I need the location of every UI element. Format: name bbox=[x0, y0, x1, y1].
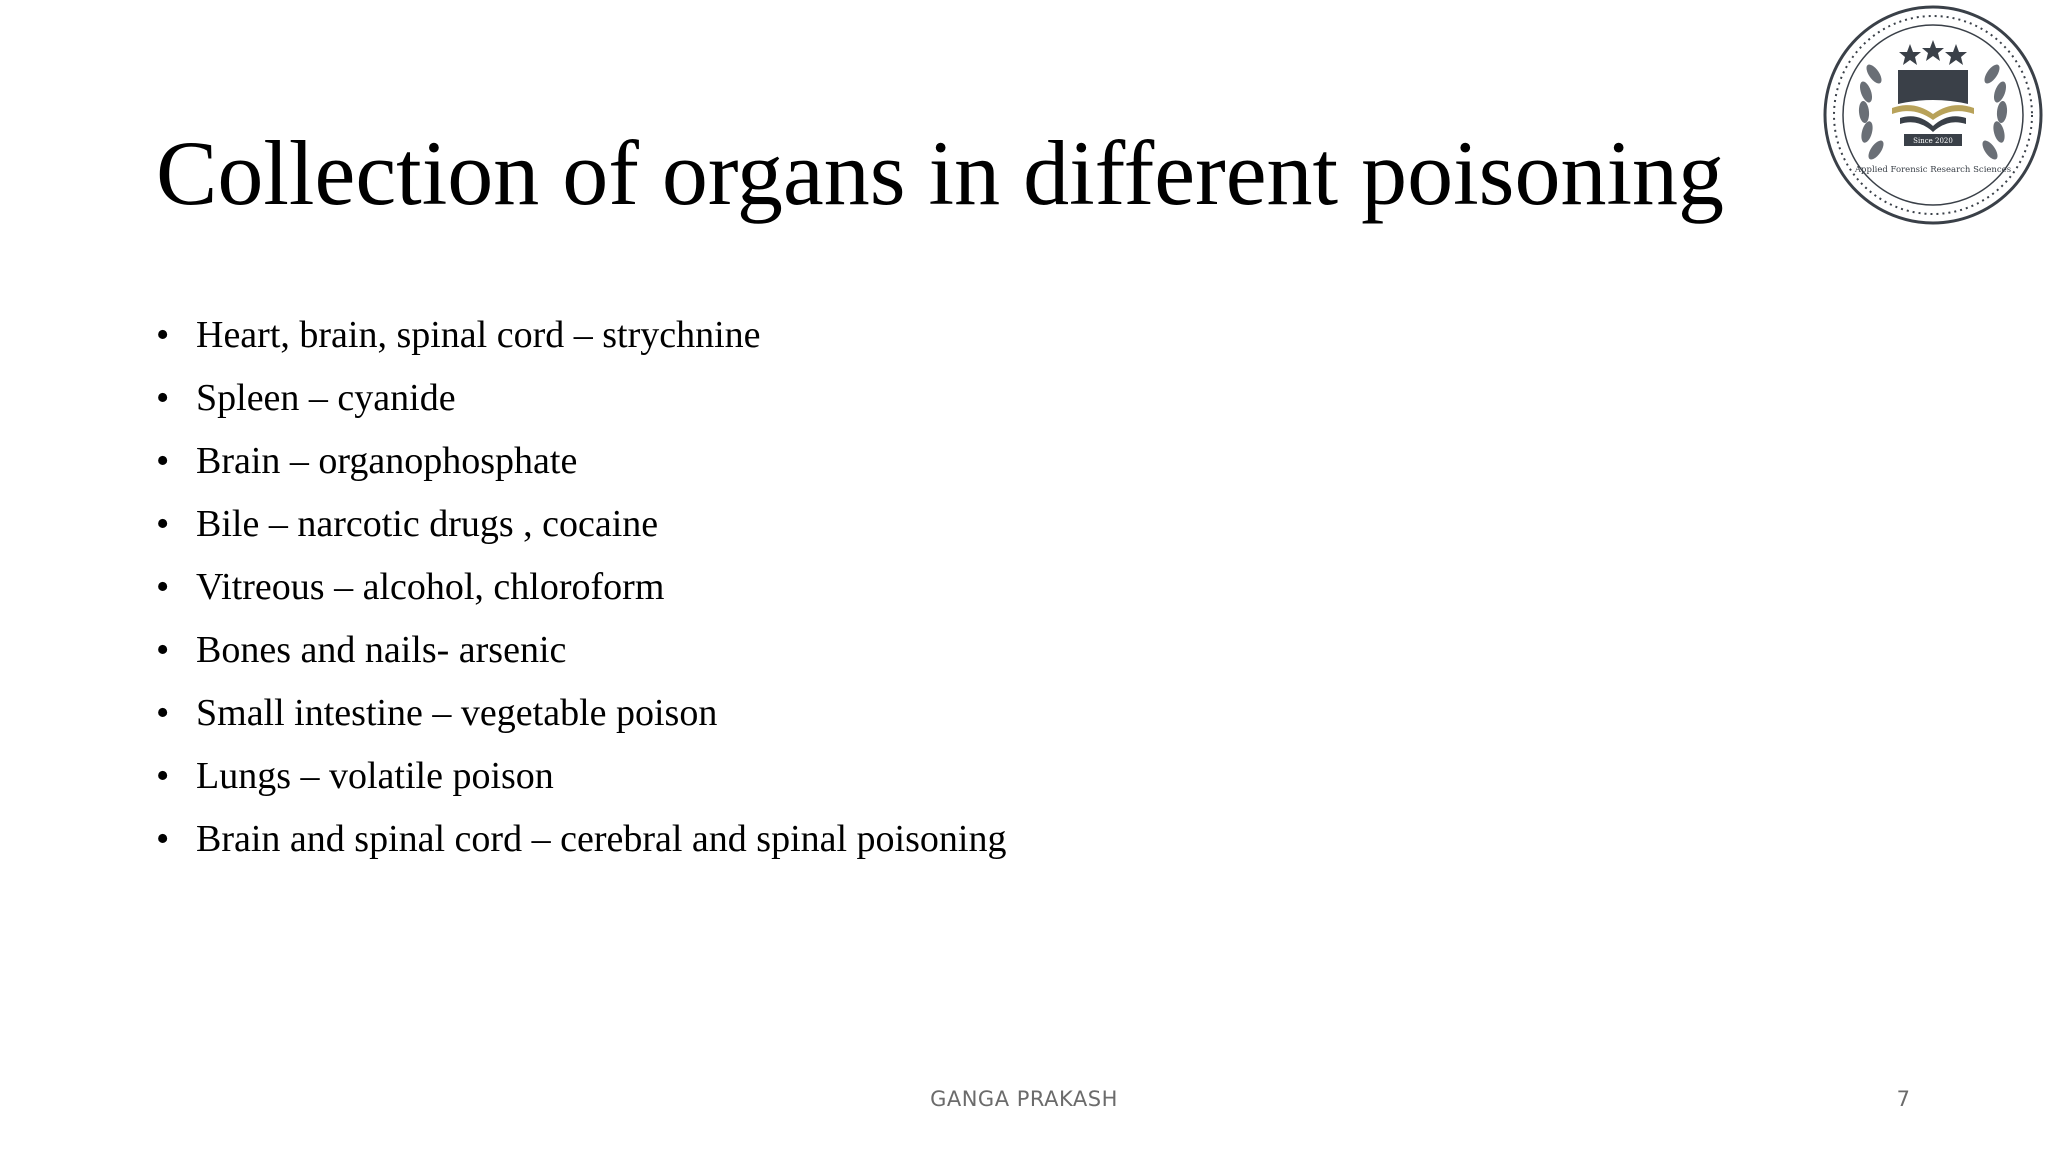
slide-title: Collection of organs in different poisoning bbox=[156, 122, 1725, 224]
page-number: 7 bbox=[1896, 1087, 1910, 1111]
list-item bbox=[156, 497, 1006, 560]
logo-org-text: Applied Forensic Research Sciences bbox=[1854, 165, 2012, 175]
logo-seal-icon bbox=[1822, 4, 2044, 226]
footer-author: GANGA PRAKASH bbox=[930, 1087, 1118, 1111]
list-item-text: Bile – narcotic drugs , cocaine bbox=[196, 503, 659, 545]
list-item bbox=[156, 623, 1006, 686]
bullet-symbol: • bbox=[156, 755, 170, 797]
list-item bbox=[156, 686, 1006, 749]
list-item-text: Brain and spinal cord – cerebral and spinal poisoning bbox=[196, 818, 1007, 860]
list-item bbox=[156, 749, 1006, 812]
list-item-text: Brain – organophosphate bbox=[196, 440, 578, 482]
bullet-symbol: • bbox=[156, 314, 170, 356]
list-item-text: Bones and nails- arsenic bbox=[196, 629, 567, 671]
list-item bbox=[156, 434, 1006, 497]
list-item-text: Heart, brain, spinal cord – strychnine bbox=[196, 314, 761, 356]
list-item bbox=[156, 560, 1006, 623]
list-item bbox=[156, 812, 1006, 875]
list-item bbox=[156, 308, 1006, 371]
bullet-list bbox=[156, 308, 1006, 875]
logo-since-text: Since 2020 bbox=[1913, 137, 1953, 145]
list-item bbox=[156, 371, 1006, 434]
bullet-symbol: • bbox=[156, 692, 170, 734]
bullet-symbol: • bbox=[156, 818, 170, 860]
list-item-text: Spleen – cyanide bbox=[196, 377, 456, 419]
list-item-text: Lungs – volatile poison bbox=[196, 755, 554, 797]
bullet-symbol: • bbox=[156, 629, 170, 671]
organization-logo bbox=[1822, 4, 2044, 226]
bullet-symbol: • bbox=[156, 503, 170, 545]
bullet-symbol: • bbox=[156, 440, 170, 482]
list-item-text: Small intestine – vegetable poison bbox=[196, 692, 718, 734]
bullet-symbol: • bbox=[156, 377, 170, 419]
list-item-text: Vitreous – alcohol, chloroform bbox=[196, 566, 665, 608]
bullet-symbol: • bbox=[156, 566, 170, 608]
